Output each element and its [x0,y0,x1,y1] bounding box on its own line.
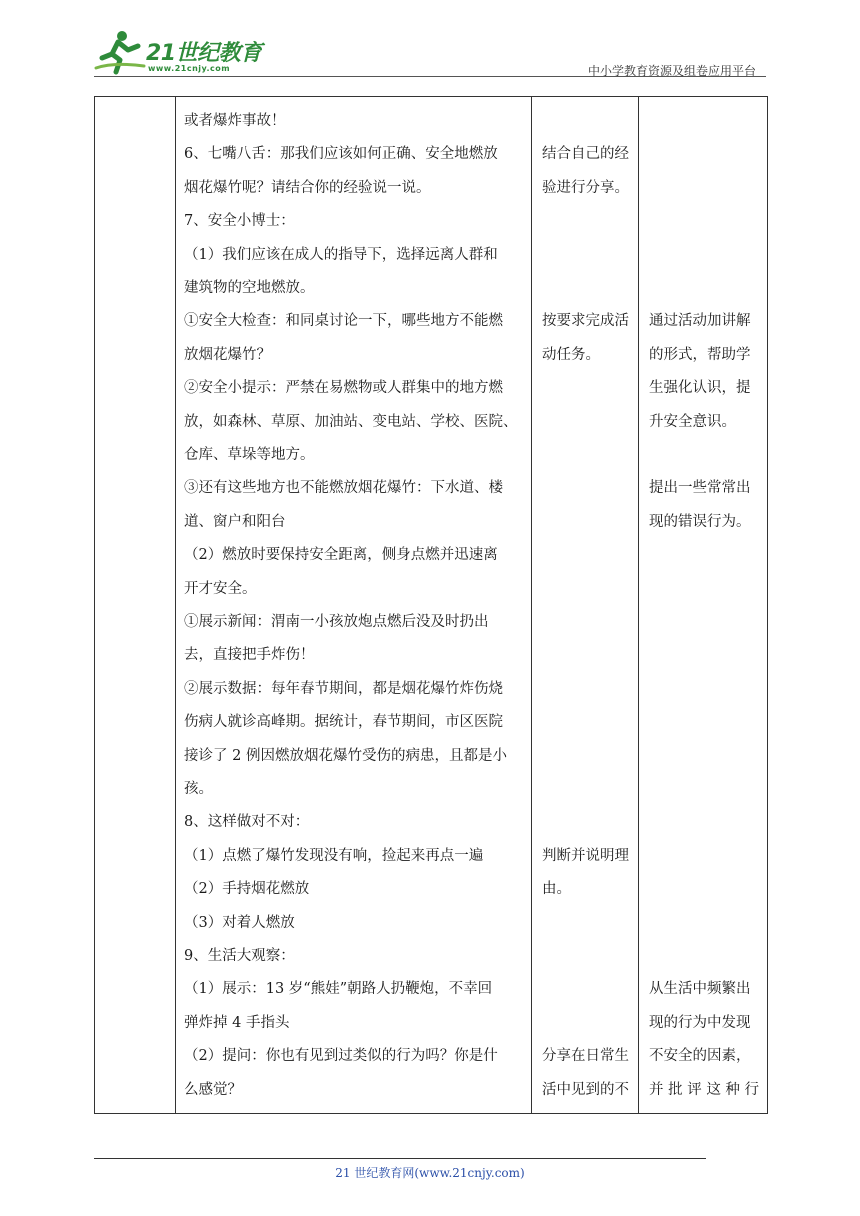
student-activity-cell [532,97,639,1114]
text-line: 由。 [542,881,571,898]
text-line: 结合自己的经 [542,146,629,163]
text-line: （1）展示：13 岁“熊娃”朝路人扔鞭炮，不幸回 [184,981,493,998]
logo-url: www.21cnjy.com [148,64,231,73]
runner-logo-icon [94,28,146,76]
footer-source: 21 世纪教育网(www.21cnjy.com) [335,1166,525,1180]
text-line: 活中见到的不 [542,1081,629,1098]
text-line: 6、七嘴八舌：那我们应该如何正确、安全地燃放 [184,146,498,163]
text-line: 接诊了 2 例因燃放烟花爆竹受伤的病患，且都是小 [184,747,507,764]
text-line: 7、安全小博士： [184,213,295,230]
text-line: 烟花爆竹呢？请结合你的经验说一说。 [184,179,431,196]
text-line: 道、窗户和阳台 [184,513,286,530]
design-intent-cell [639,97,768,1114]
footer-divider [94,1158,706,1159]
text-line: ③还有这些地方也不能燃放烟花爆竹：下水道、楼 [184,480,503,497]
text-line: 去，直接把手炸伤！ [184,647,315,664]
text-line: 的形式，帮助学 [649,346,751,363]
text-line: （3）对着人燃放 [184,914,295,931]
text-line: ②安全小提示：严禁在易燃物或人群集中的地方燃 [184,380,503,397]
logo-text: 21世纪教育 [146,41,262,66]
text-line: 不安全的因素， [649,1048,751,1065]
text-line: ①展示新闻：渭南一小孩放炮点燃后没及时扔出 [184,614,489,630]
text-line: ①安全大检查：和同桌讨论一下，哪些地方不能燃 [184,313,503,330]
text-line: 现的行为中发现 [649,1014,751,1031]
text-line: ②展示数据：每年春节期间，都是烟花爆竹炸伤烧 [184,680,503,697]
text-line: （1）点燃了爆竹发现没有响，捡起来再点一遍 [184,847,484,864]
text-line: 验进行分享。 [542,179,629,196]
text-line: （2）手持烟花燃放 [184,881,310,898]
table-row [95,97,768,1114]
text-line: 建筑物的空地燃放。 [184,280,315,296]
text-line: 8、这样做对不对： [184,814,310,831]
text-line: 或者爆炸事故！ [184,113,286,129]
text-line: 孩。 [184,781,213,797]
text-line: 仓库、草垛等地方。 [184,447,315,463]
text-line: 从生活中频繁出 [649,981,751,998]
text-line: 9、生活大观察： [184,948,295,964]
page-header [94,28,766,78]
site-logo [94,28,264,76]
text-line: 么感觉？ [184,1081,242,1098]
text-line: 现的错误行为。 [649,513,751,530]
text-line: 按要求完成活 [542,313,629,330]
text-line: 生强化认识，提 [649,380,751,397]
platform-title: 中小学教育资源及组卷应用平台 [587,64,756,78]
text-line: （2）提问：你也有见到过类似的行为吗？你是什 [184,1048,498,1065]
text-line: 弹炸掉 4 手指头 [184,1014,290,1031]
text-line: 并 批 评 这 种 行 [649,1081,760,1098]
text-line: 放，如森林、草原、加油站、变电站、学校、医院、 [184,413,518,430]
text-line: 开才安全。 [184,580,257,597]
text-line: 通过活动加讲解 [649,313,751,330]
lesson-table [94,96,768,1114]
section-cell [95,97,176,1114]
teacher-activity-cell [176,97,532,1114]
header-divider [94,76,766,77]
text-line: 升安全意识。 [649,413,736,430]
text-line: 提出一些常常出 [649,480,751,497]
text-line: （2）燃放时要保持安全距离，侧身点燃并迅速离 [184,547,498,564]
text-line: 伤病人就诊高峰期。据统计，春节期间，市区医院 [184,714,503,731]
text-line: 判断并说明理 [542,847,629,864]
text-line: 放烟花爆竹？ [184,346,271,363]
text-line: 分享在日常生 [542,1048,629,1065]
text-line: （1）我们应该在成人的指导下，选择远离人群和 [184,246,498,263]
text-line: 动任务。 [542,346,600,363]
